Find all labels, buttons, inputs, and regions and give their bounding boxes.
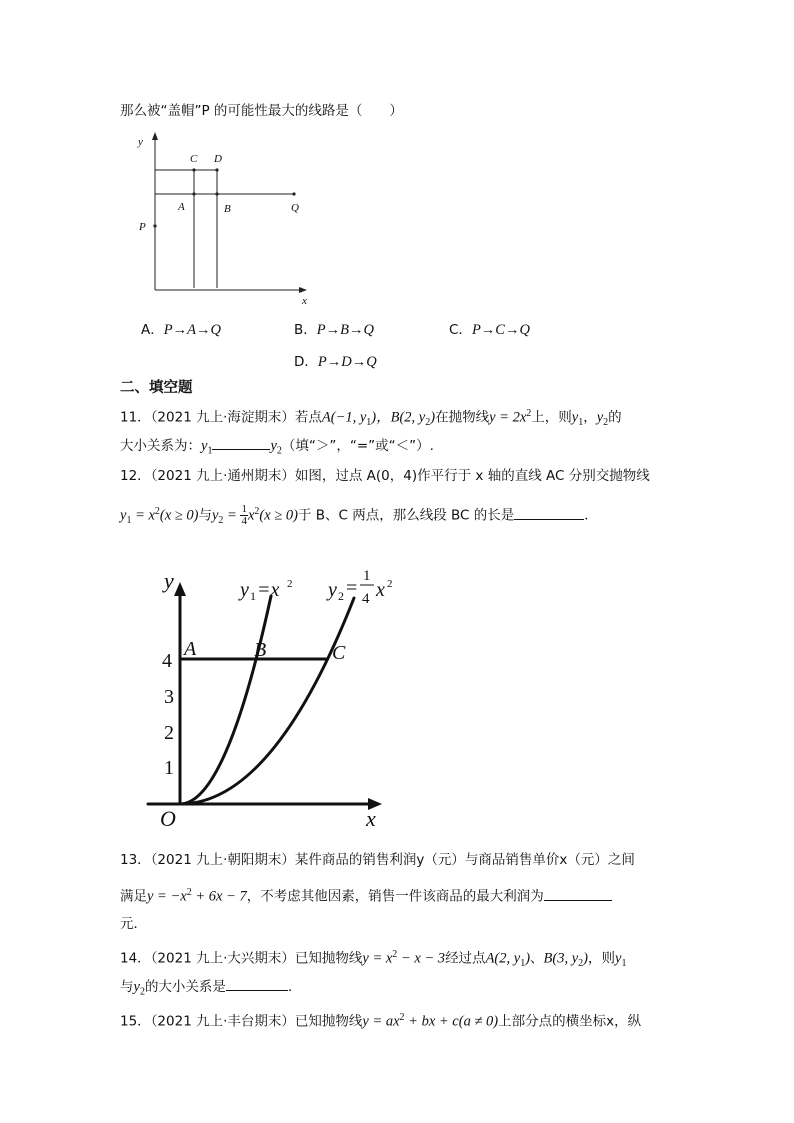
q15-line1: 15．（2021 九上·丰台期末）已知抛物线$y = ax^2$ + bx + c(a ≠ 0)上部分点的横坐标x，纵 (120, 1012, 642, 1030)
svg-text:=x: =x (257, 579, 280, 601)
fig10-Q-label: Q (291, 202, 299, 214)
fig10-D-label: D (214, 153, 222, 165)
q12-answer-blank[interactable] (514, 505, 584, 520)
fig10-x-label: x (302, 295, 307, 307)
fig10-C-label: C (190, 153, 198, 165)
q11-answer-blank[interactable] (212, 435, 270, 450)
q12-graph (140, 560, 400, 835)
tick-2: 2 (164, 722, 174, 744)
q14-line2: 与$y_2$的大小关系是 ． (120, 976, 301, 1002)
curve1-label (238, 578, 293, 603)
section-heading: 二、填空题 (120, 380, 193, 396)
graph-x-label: x (366, 806, 376, 831)
svg-text:1: 1 (250, 589, 256, 603)
svg-text:=: = (346, 577, 358, 599)
curve2-label (326, 568, 393, 607)
q13-line3: 元． (120, 916, 147, 932)
svg-text:2: 2 (338, 589, 344, 603)
svg-text:2: 2 (287, 578, 293, 590)
q12-line1: 12．（2021 九上·通州期末）如图，过点 A(0，4)作平行于 x 轴的直线 AC 分别交抛物线 (120, 468, 650, 484)
svg-text:y: y (328, 579, 337, 601)
tick-3: 3 (164, 686, 174, 708)
svg-text:4: 4 (362, 591, 370, 607)
q10-option-b[interactable]: B．P→B→Q (294, 322, 374, 338)
svg-text:1: 1 (363, 568, 371, 584)
svg-text:y: y (240, 579, 249, 601)
curve-y1 (180, 596, 271, 804)
q10-option-d[interactable]: D．P→D→Q (294, 354, 377, 370)
graph-B-label: B (254, 639, 267, 661)
q14-answer-blank[interactable] (226, 976, 288, 991)
q12-line2: $y_1 = x^2(x \ge 0)$与$y_2$ = $\frac{1}{4}$ $x^2(x \ge 0)$于 B、C 两点，那么线段 BC 的长是 ． (120, 503, 598, 527)
q10-stem: 那么被“盖帽”P 的可能性最大的线路是（ ） (120, 103, 403, 119)
q11-line2: 大小关系为：$y_1$ $y_2$（填“＞”，“=”或“＜”）. (120, 435, 434, 461)
graph-y-label: y (164, 568, 174, 593)
q10-figure (130, 128, 320, 308)
q10-option-c[interactable]: C．P→C→Q (449, 322, 530, 338)
q13-answer-blank[interactable] (544, 886, 612, 901)
q13-line1: 13．（2021 九上·朝阳期末）某件商品的销售利润y（元）与商品销售单价x（元）之间 (120, 852, 635, 868)
q11-line1: 11．（2021 九上·海淀期末）若点A(−1, $y_1$)，B(2, $y_2$)在抛物线$y = 2x^2$上，则$y_1$，$y_2$的 (120, 408, 622, 429)
q13-line2: 满足$y = -x^2 + 6x - 7$，不考虑其他因素，销售一件该商品的最大利润为 (120, 884, 612, 906)
fig10-y-label: y (138, 136, 143, 148)
svg-text:2: 2 (387, 578, 393, 590)
q10-option-a[interactable]: A．P→A→Q (141, 322, 221, 338)
tick-1: 1 (164, 757, 174, 779)
q14-line1: 14．（2021 九上·大兴期末）已知抛物线$y = x^2 - x - 3$经过点A(2, $y_1$)、B(3, $y_2$)，则$y_1$ (120, 949, 627, 970)
graph-A-label: A (184, 638, 197, 660)
fig10-A-label: A (178, 201, 185, 213)
tick-4: 4 (162, 650, 172, 672)
svg-text:x: x (376, 579, 385, 601)
graph-C-label: C (332, 642, 346, 664)
fig10-P-label: P (139, 221, 146, 233)
curve-y2 (180, 598, 354, 804)
graph-origin-label: O (160, 806, 176, 831)
fig10-B-label: B (224, 203, 231, 215)
